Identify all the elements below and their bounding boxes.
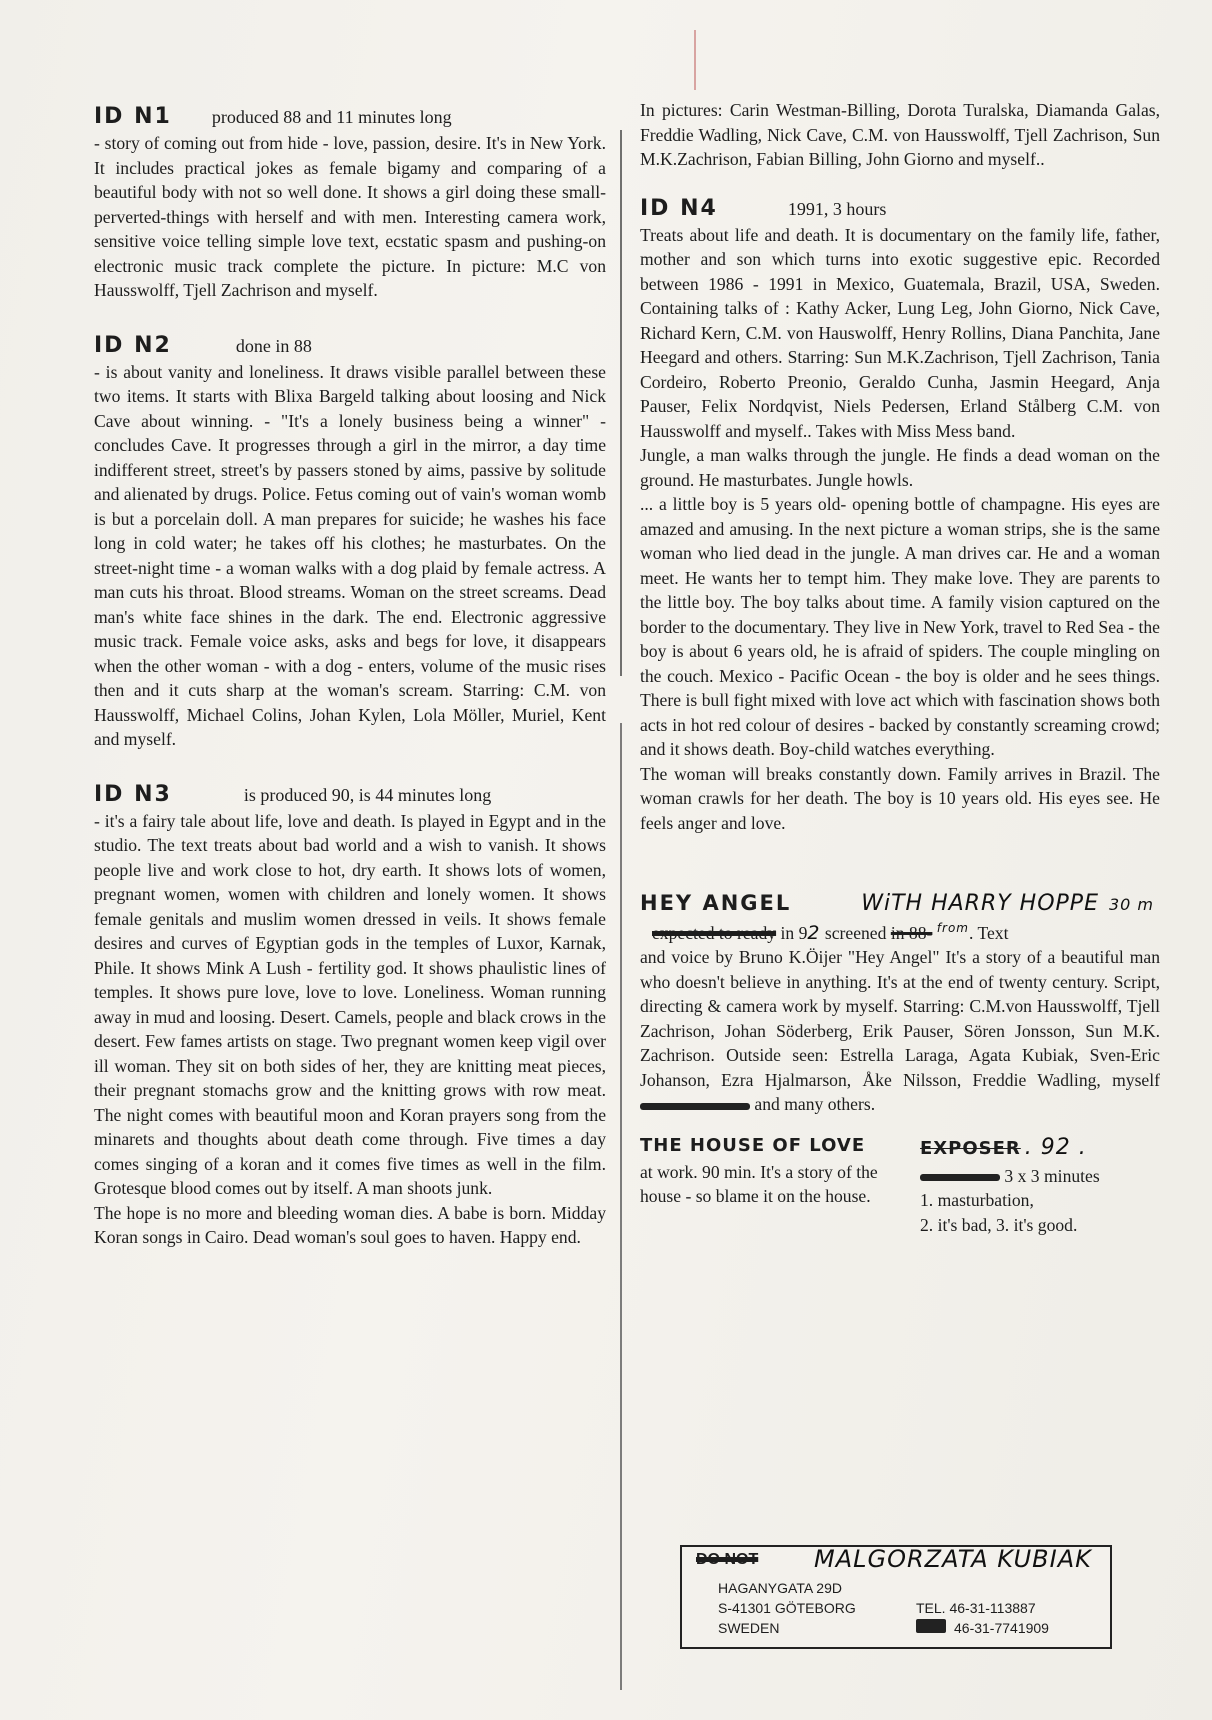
- handwritten-year: 2: [807, 921, 821, 944]
- column-divider: [620, 130, 622, 1690]
- handwritten-name: MALGORZATA KUBIAK: [814, 1545, 1092, 1573]
- stamp-tel: TEL. 46-31-113887: [916, 1600, 1036, 1616]
- body-main: and voice by Bruno K.Öijer "Hey Angel" It's a story of a beautiful man who doesn't believe in anything. It's at the end of twenty century. Script, directing & camera work by myself. Starring: C.M.von Hausswolff, Tjell Zachrison, Johan Söderberg, Erik Pauser, Sören Jonsson, Sun M.K. Zachrison. Outside seen: Estrella Laraga, Agata Kubiak, Sven-Eric Johanson, Ezra Hjalmarson, Åke Nilsson, Freddie Wadling, myself: [640, 947, 1160, 1090]
- section-subtitle: done in 88: [235, 335, 312, 356]
- n3-pictures-credits: In pictures: Carin Westman-Billing, Dorota Turalska, Diamanda Galas, Freddie Wadling, Nick Cave, C.M. von Hausswolff, Tjell Zachrison, Sun M.K.Zachrison, Fabian Billing, John Giorno and myself..: [640, 100, 1160, 169]
- section-id-n1: [94, 104, 606, 303]
- handwritten-year: . 92 .: [1024, 1134, 1087, 1160]
- stamp-country: SWEDEN: [718, 1620, 780, 1636]
- section-subtitle: 1991, 3 hours: [787, 198, 887, 219]
- left-column: [94, 104, 606, 1280]
- fax-scribble: [916, 1619, 946, 1633]
- section-id-n4: [640, 196, 1160, 836]
- section-body-jungle: Jungle, a man walks through the jungle. He finds a dead woman on the ground. He masturbates. Jungle howls.: [640, 445, 1160, 490]
- handwritten-annotation: WiTH HARRY HOPPE: [861, 891, 1099, 916]
- section-heading: ID N3: [94, 781, 172, 807]
- section-heading: ID N2: [94, 332, 172, 358]
- hey-angel-status-line: [640, 916, 1160, 945]
- stamp-fax: 46-31-7741909: [954, 1620, 1049, 1636]
- right-column: [640, 98, 1160, 1237]
- section-body: [640, 945, 1160, 1117]
- status-end: . Text: [968, 922, 1009, 943]
- section-heading: THE HOUSE OF LOVE: [640, 1134, 866, 1156]
- exposer-body: [920, 1164, 1160, 1238]
- section-subtitle: is produced 90, is 44 minutes long: [243, 784, 492, 805]
- section-body: Treats about life and death. It is documentary on the family life, father, mother and son which turns into exotic suggestive epic. Recorded between 1986 - 1991 in Mexico, Guatemala, Brazil, USA, Sweden. Containing talks of : Kathy Acker, Lung Leg, John Giorno, Nick Cave, Richard Kern, C.M. von Hauswolff, Henry Rollins, Diana Panchita, Jane Heegard and others. Starring: Sun M.K.Zachrison, Tjell Zachrison, Tania Cordeiro, Roberto Preonio, Geraldo Cunha, Jasmin Heegard, Anja Pauser, Felix Nordqvist, Niels Pedersen, Erland Stålberg C.M. von Hausswolff and myself.. Takes with Miss Mess band.: [640, 224, 1160, 441]
- section-body: - story of coming out from hide - love, passion, desire. It's in New York. It includes practical jokes as female bigamy and comparing of a beautiful body with not so well done. It shows a girl doing these small-perverted-things with herself and with men. Interesting camera work, sensitive voice telling simple love text, ecstatic spasm and pushing-on electronic music track complete the picture. In picture: M.C von Hausswolff, Tjell Zachrison and myself.: [94, 133, 606, 300]
- scribble-out: [920, 1174, 1000, 1181]
- scratch-mark: [694, 30, 696, 90]
- exposer-line-1: 3 x 3 minutes: [1004, 1165, 1100, 1186]
- scribble-out: [640, 1103, 750, 1110]
- section-id-n3: [94, 782, 606, 1250]
- handwritten-from: from: [936, 921, 969, 935]
- status-screened: screened: [824, 922, 887, 943]
- bottom-sections: [640, 1135, 1160, 1238]
- section-body-end: The woman will breaks constantly down. Family arrives in Brazil. The woman crawls for her death. The boy is 10 years old. His eyes see. He feels anger and love.: [640, 763, 1160, 833]
- section-hey-angel: [640, 891, 1160, 1117]
- section-body: - is about vanity and loneliness. It draws visible parallel between these two items. It starts with Blixa Bargeld talking about loosing and Nick Cave about winning. - "It's a lonely business being a winner" - concludes Cave. It progresses through a girl in the mirror, a day time indifferent street, street's by passers stoned by aims, passive by solitude and alienated by drugs. Police. Fetus coming out of vain's woman womb is but a porcelain doll. A man prepares for suicide; he washes his face long in cold water; he takes off his clothes; he masturbates. On the street-night time - a woman walks with a dog plaid by female actress. A man cuts his throat. Blood streams. Woman on the street screams. Dead man's white face shines in the dark. The end. Electronic aggressive music track. Female voice asks, asks and begs for love, it disappears when the other woman - with a dog - enters, volume of the music rises then and it cuts sharp at the woman's scream. Starring: C.M. von Hausswolff, Michael Colins, Johan Kylen, Lola Möller, Muriel, Kent and myself.: [94, 361, 606, 749]
- address-stamp: [680, 1545, 1112, 1649]
- section-body: - it's a fairy tale about life, love and death. Is played in Egypt and in the studio. The text treats about bad world and a wish to vanish. It shows people live and work close to hot, dry earth. It shows lots of women, pregnant women, women with children and lonely women. It shows female genitals and muslim women dressed in veils. It shows female desires and curves of Egyptian gods in the temples of Luxor, Karnak, Phile. It shows Mink A Lush - fertility god. It shows phaulistic lines of temples. It shows pure love, love to love. Loneliness. Woman running away in mud and loosing. Desert. Camels, people and black crows in the desert. Few fames artists on stage. Two pregnant women keep vigil over ill woman. They sit on both sides of her, they are knitting meat pieces, their pregnant stomachs grow and the knitting grows with row meat. The night comes with beautiful moon and Koran prayers song from the minarets and thoughts about death come through. Five times a day comes singing of a koran and it comes five times as well in the film. Grotesque blood comes out by itself. A man shoots junk.: [94, 810, 606, 1198]
- section-heading: HEY ANGEL: [640, 891, 792, 915]
- stamp-street: HAGANYGATA 29D: [718, 1580, 842, 1596]
- struck-text: DO NOT: [696, 1551, 759, 1568]
- struck-text-2: in 88-: [890, 922, 933, 943]
- section-subtitle: produced 88 and 11 minutes long: [211, 107, 452, 127]
- section-body-end: The hope is no more and bleeding woman dies. A babe is born. Midday Koran songs in Cairo. Dead woman's soul goes to haven. Happy end.: [94, 1202, 606, 1247]
- section-heading: ID N1: [94, 104, 172, 129]
- struck-text: expected to ready: [652, 922, 777, 943]
- section-heading: EXPOSER: [920, 1137, 1021, 1159]
- section-house-of-love: [640, 1135, 880, 1238]
- exposer-line-3: 2. it's bad, 3. it's good.: [920, 1214, 1078, 1235]
- section-body: at work. 90 min. It's a story of the house - so blame it on the house.: [640, 1161, 878, 1207]
- handwritten-annotation-note: 30 m: [1108, 895, 1154, 914]
- section-heading: ID N4: [640, 195, 718, 221]
- section-id-n2: [94, 333, 606, 752]
- section-exposer: [920, 1135, 1160, 1238]
- stamp-city: S-41301 GÖTEBORG: [718, 1600, 856, 1616]
- body-end: and many others.: [754, 1094, 876, 1115]
- section-body-boy: ... a little boy is 5 years old- opening bottle of champagne. His eyes are amazed and amusing. In the next picture a woman strips, she is the same woman who lied dead in the jungle. A man drives car. He and a woman meet. He wants her to tempt him. They make love. They are parents to the little boy. The boy talks about time. A family vision captured on the border to the documentary. They live in New York, travel to Red Sea - the boy is about 6 years old, he is afraid of spiders. The couple mingling on the couch. Mexico - Pacific Ocean - the boy is older and he sees things. There is bull fight mixed with love act which with fascination shows both acts in hot red colour of desires - backed by constantly screaming crowd; and it shows death. Boy-child watches everything.: [640, 494, 1160, 759]
- exposer-line-2: 1. masturbation,: [920, 1190, 1034, 1211]
- status-in: in 9: [780, 922, 808, 943]
